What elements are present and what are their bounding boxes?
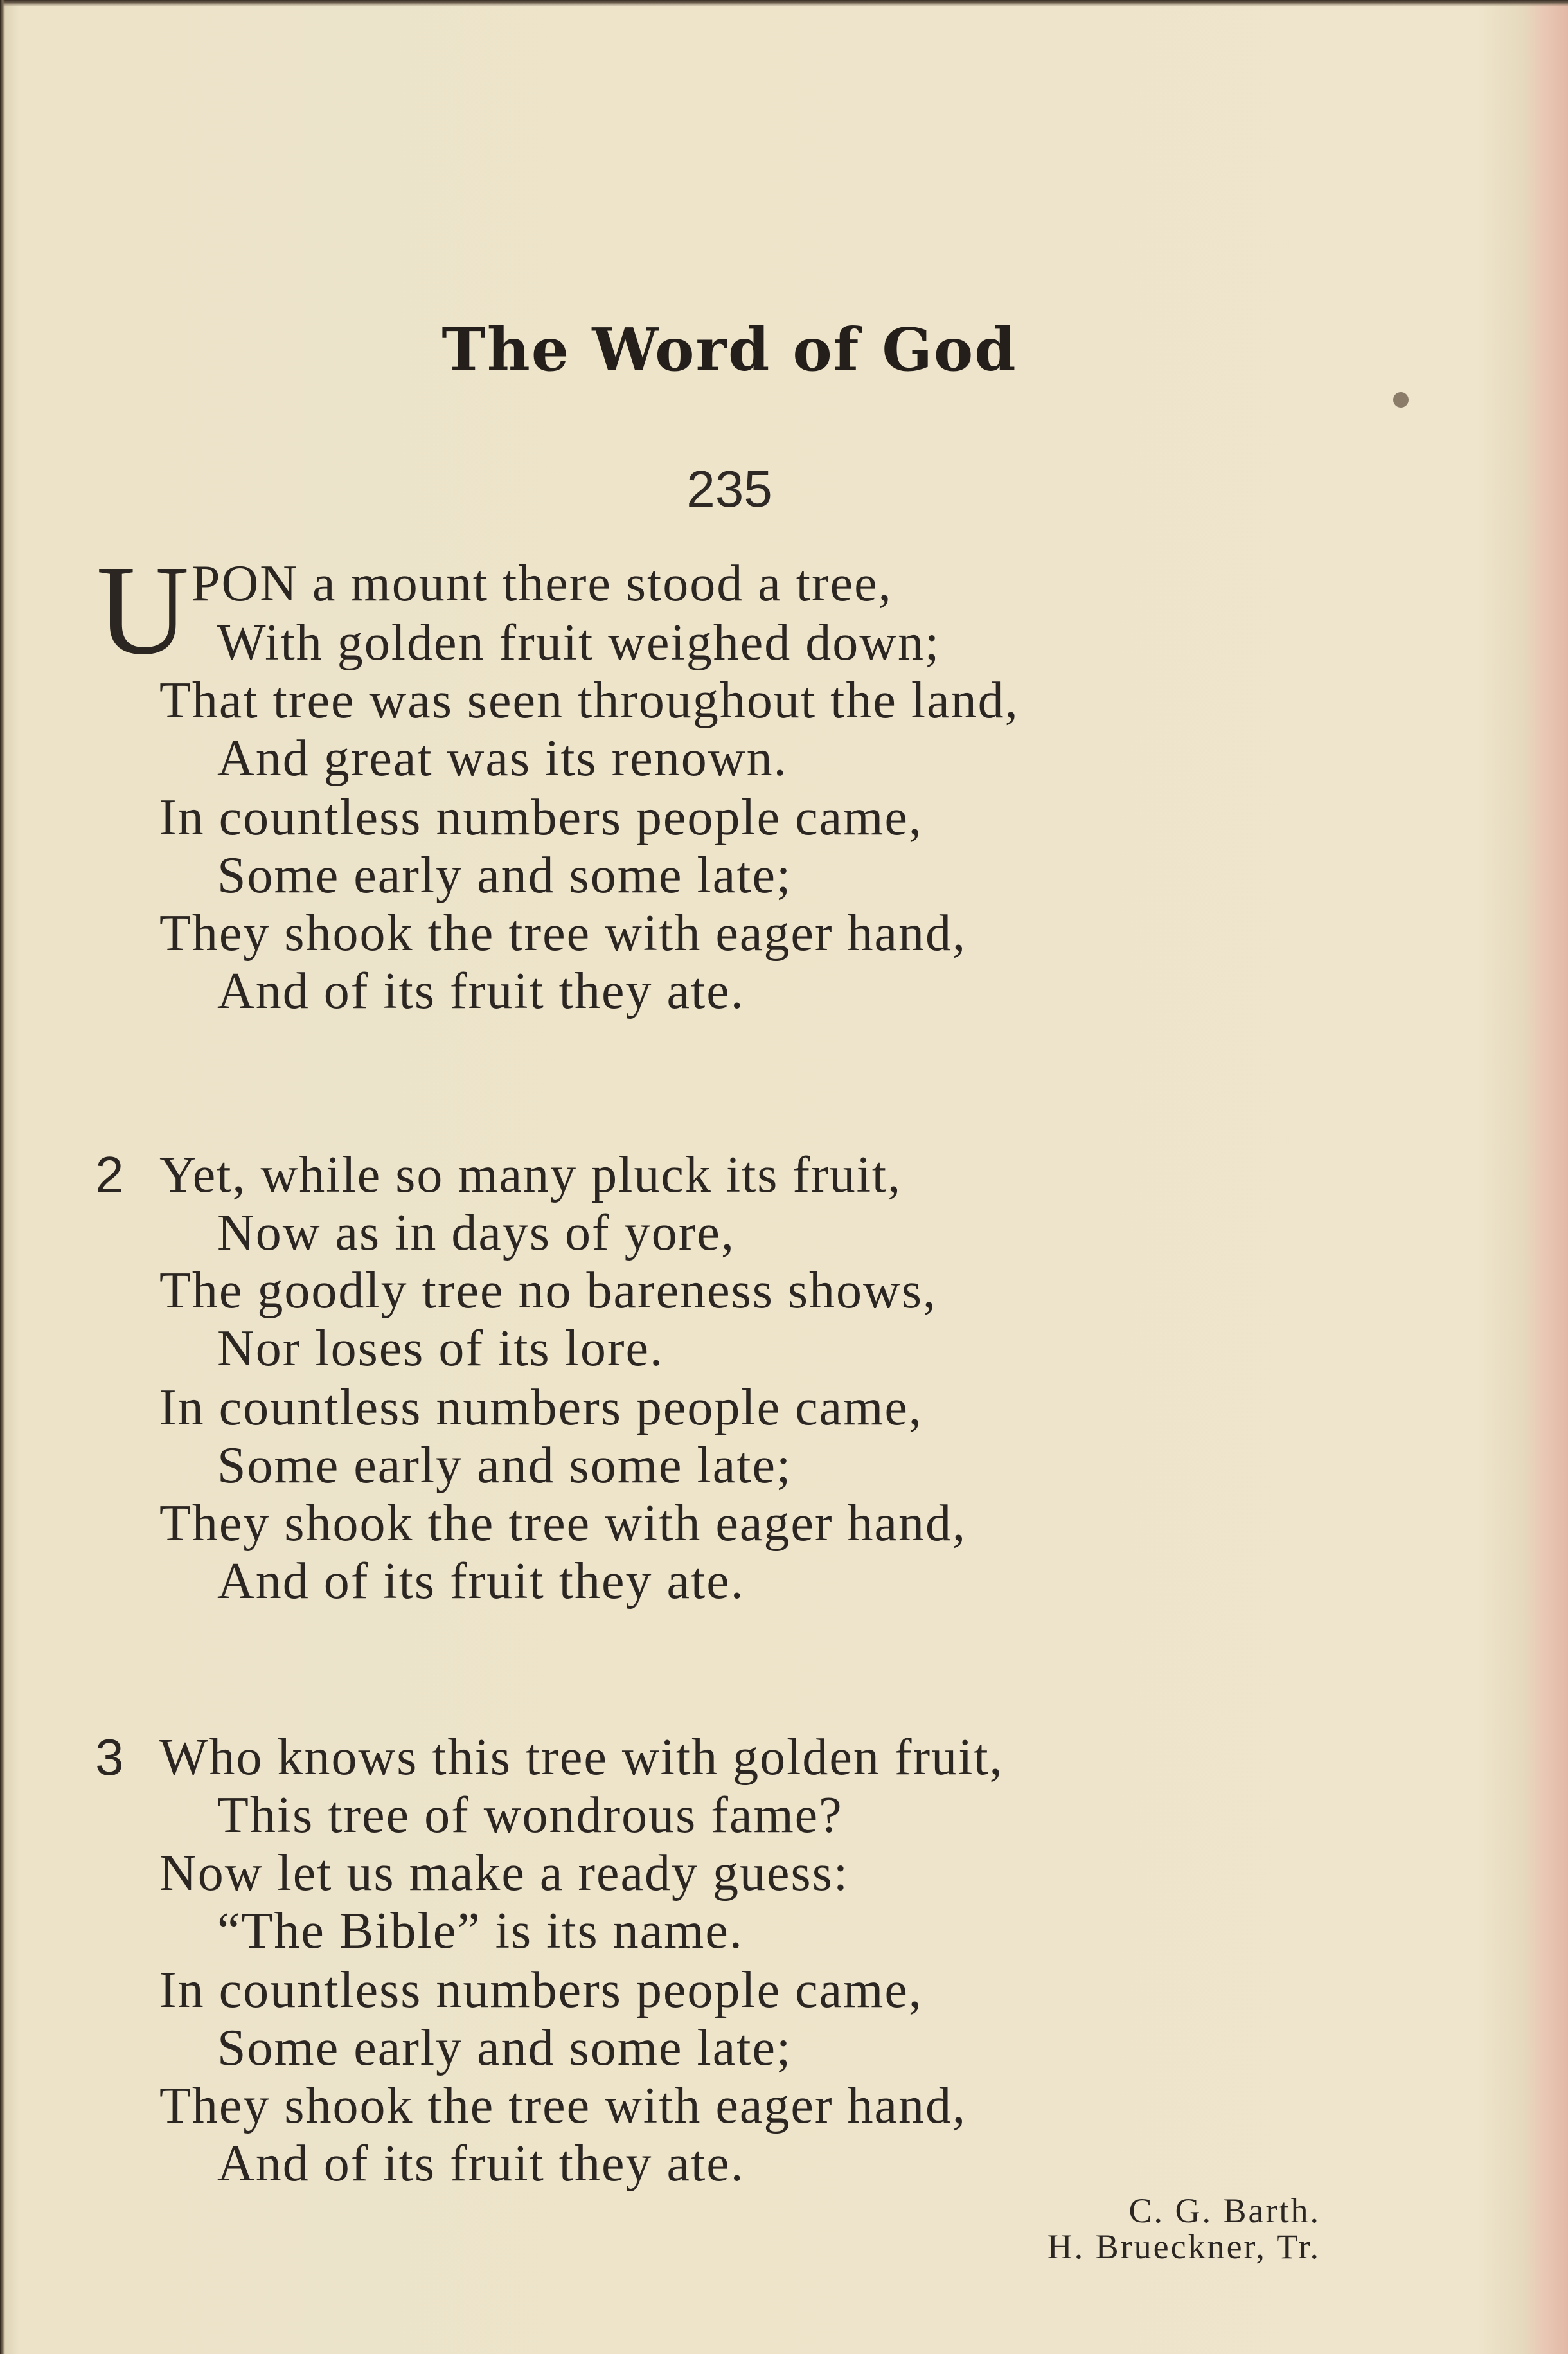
stanza-2-line-7: They shook the tree with eager hand,: [159, 1495, 967, 1552]
stanza-2-line-8: And of its fruit they ate.: [217, 1553, 745, 1610]
hymn-number: 235: [686, 460, 772, 517]
author-credit: C. G. Barth.: [1128, 2191, 1321, 2230]
drop-cap: U: [96, 539, 190, 681]
stanza-number: 2: [95, 1146, 124, 1203]
stanza-2-line-6: Some early and some late;: [217, 1437, 792, 1494]
stanza-2-line-3: The goodly tree no bareness shows,: [159, 1262, 937, 1319]
page-top-shadow: [0, 0, 1568, 6]
stanza-3-line-8: And of its fruit they ate.: [217, 2135, 745, 2192]
stanza-2-line-4: Nor loses of its lore.: [217, 1320, 664, 1377]
stanza-1-line-3: That tree was seen throughout the land,: [159, 672, 1019, 729]
stanza-3-line-4: “The Bible” is its name.: [217, 1903, 744, 1959]
stanza-1-line-4: And great was its renown.: [217, 730, 788, 787]
stanza-2-line-5: In countless numbers people came,: [159, 1379, 923, 1436]
section-title: The Word of God: [441, 315, 1017, 384]
ink-spot: [1393, 392, 1409, 408]
stanza-3-line-6: Some early and some late;: [217, 2020, 792, 2076]
stanza-1-line-2: With golden fruit weighed down;: [217, 615, 941, 671]
stanza-2-line-2: Now as in days of yore,: [217, 1205, 735, 1261]
stanza-3-line-1: Who knows this tree with golden fruit,: [159, 1729, 1004, 1786]
stanza-3-line-3: Now let us make a ready guess:: [159, 1845, 850, 1901]
stanza-1-line-7: They shook the tree with eager hand,: [159, 905, 967, 962]
translator-credit: H. Brueckner, Tr.: [1047, 2227, 1321, 2266]
stanza-1-line-8: And of its fruit they ate.: [217, 963, 745, 1020]
stanza-2-line-1: Yet, while so many pluck its fruit,: [159, 1147, 902, 1203]
stanza-1-line-1: PON a mount there stood a tree,: [192, 555, 893, 612]
stanza-3-line-2: This tree of wondrous fame?: [217, 1787, 843, 1844]
stanza-1-line-5: In countless numbers people came,: [159, 789, 923, 846]
stanza-3-line-7: They shook the tree with eager hand,: [159, 2078, 967, 2134]
stanza-3-line-5: In countless numbers people came,: [159, 1962, 923, 2018]
stanza-number: 3: [95, 1729, 124, 1786]
stanza-1-line-6: Some early and some late;: [217, 847, 792, 904]
